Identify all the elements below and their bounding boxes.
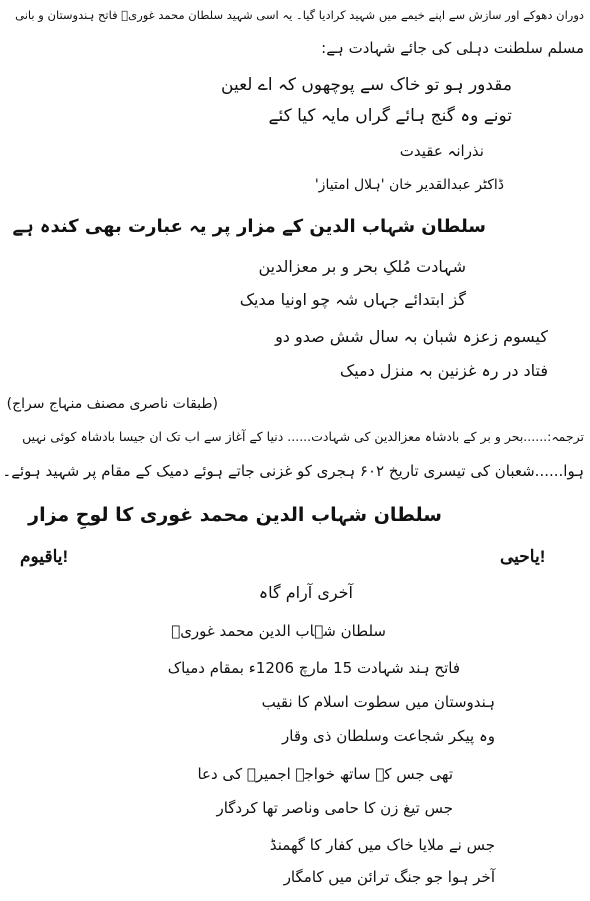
plaque-title: آخری آرام گاہ — [258, 583, 353, 602]
plaque-name: سلطان شہاب الدین محمد غوریؒ — [171, 622, 386, 640]
tribute-author: ڈاکٹر عبدالقدیر خان 'ہلال امتیاز' — [314, 177, 504, 193]
inscription-line-1: شہادت مُلکِ بحر و بر معزالدین — [258, 257, 466, 276]
intro-line-2: مسلم سلطنت دہلی کی جائے شہادت ہے: — [321, 39, 584, 57]
poem-line-2: وہ پیکر شجاعت وسلطان ذی وقار — [282, 727, 495, 745]
intro-line-1: دوران دھوکے اور سازش سے اپنے خیمے میں شہید کرادیا گیا۔ یہ اسی شہید سلطان محمد غوریؒ فاتح ہندوستان و بانی — [15, 8, 584, 22]
left-label: یاقیوم! — [20, 547, 69, 566]
translation-line-1: ترجمہ:......بحر و بر کے بادشاہ معزالدین کی شہادت...... دنیا کے آغاز سے اب تک ان جیسا بادشاہ کوئی نہیں — [22, 429, 584, 444]
poem-line-5: جس نے ملایا خاک میں کفار کا گھمنڈ — [269, 836, 495, 854]
inscription-line-2: گز ابتدائے جہاں شہ چو اونیا مدیک — [239, 290, 466, 309]
verse-1-line-2: تونے وہ گنج ہائے گراں مایہ کیا کئے — [268, 106, 512, 126]
poem-line-1: ہندوستان میں سطوت اسلام کا نقیب — [261, 693, 495, 711]
plaque-date-line: فاتح ہند شہادت 15 مارچ 1206ء بمقام دمیاک — [167, 659, 460, 677]
right-label: یاحیی! — [500, 547, 546, 566]
plaque-heading: سلطان شہاب الدین محمد غوری کا لوحِ مزار — [28, 504, 442, 526]
translation-line-2: ہوا......شعبان کی تیسری تاریخ ۶۰۲ ہجری کو غزنی جاتے ہوئے دمیک کے مقام پر شہید ہوئے۔ — [2, 462, 584, 480]
tribute-heading: نذرانہ عقیدت — [399, 142, 484, 160]
inscription-heading: سلطان شہاب الدین کے مزار پر یہ عبارت بھی کندہ ہے — [12, 216, 486, 237]
inscription-source: (طبقات ناصری مصنف منہاج سراج) — [6, 396, 218, 412]
verse-1-line-1: مقدور ہو تو خاک سے پوچھوں کہ اے لعین — [221, 75, 512, 95]
poem-line-4: جس تیغ زن کا حامی وناصر تھا کردگار — [216, 799, 453, 817]
inscription-line-4: فتاد در رہ غزنین بہ منزل دمیک — [339, 361, 548, 380]
poem-line-6: آخر ہوا جو جنگ ترائن میں کامگار — [283, 868, 495, 886]
poem-line-3: تھی جس کے ساتھ خواجہ اجمیرؒ کی دعا — [197, 765, 453, 783]
inscription-line-3: کیسوم زعزہ شبان بہ سال شش صدو دو — [275, 327, 548, 346]
